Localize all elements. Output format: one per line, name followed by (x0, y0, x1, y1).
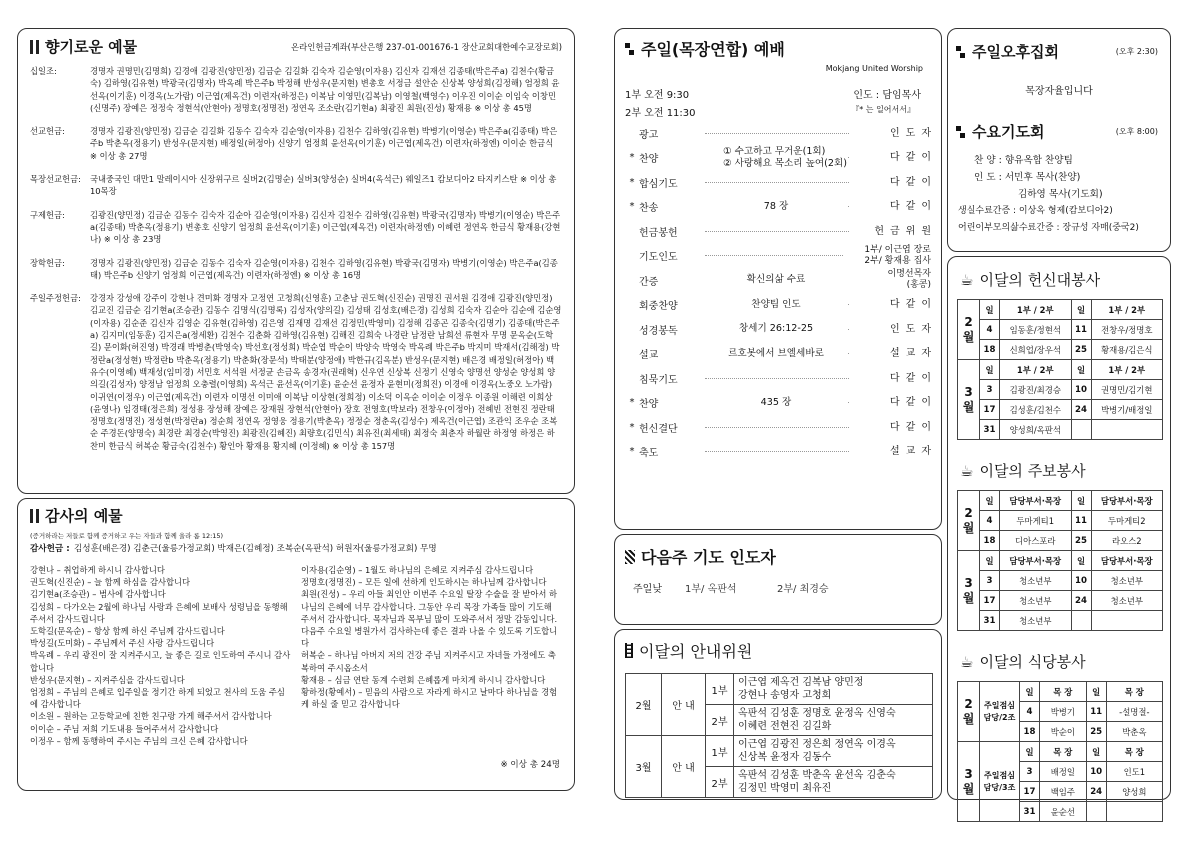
offering-row (30, 173, 562, 198)
service-header-cell: 일 (1086, 742, 1106, 762)
service-header-cell: 담당부서·목장 (1091, 551, 1163, 571)
offering-row (30, 292, 562, 452)
service-panel (947, 256, 1171, 817)
service-assignee: 디아스포라 (1000, 531, 1072, 551)
thanks-item: 이자용(김순영) – 1월도 하나님의 은혜로 지켜주심 감사드립니다 (301, 565, 534, 575)
service-day: 25 (1086, 722, 1106, 742)
service-day: 11 (1086, 702, 1106, 722)
service-assignee (1091, 420, 1163, 440)
offering-label: 구제헌금: (30, 209, 65, 220)
worship-item-name: 찬양 (639, 154, 659, 166)
service-assignee (1091, 611, 1163, 631)
bulletin-title: ☕ 이달의 주보봉사 (960, 461, 1086, 480)
worship-item-detail: 확신의삶 수료 (705, 274, 847, 286)
service-day: 31 (1020, 802, 1040, 822)
thanks-item: 권도혁(신진순) – 늘 함께 하심을 감사합니다 (30, 577, 191, 588)
worship-item-name: 찬양 (639, 399, 659, 411)
service-header-cell: 1부 / 2부 (1000, 300, 1072, 320)
worship-time-2: 2부 오전 11:30 (625, 108, 696, 119)
service-day (1071, 420, 1091, 440)
worship-dots (705, 378, 849, 379)
service-header-row (958, 682, 1163, 702)
thanks-subtitle: (증거하라는 저들로 함께 증거하고 우는 자들과 함께 울라 롬 12:15) (30, 532, 224, 540)
thanks-item: 이이순 – 주님 저희 기도내용 들어주셔서 감사합니다 (30, 723, 219, 734)
square-bullet-icon (956, 125, 966, 139)
worship-item-detail: 78 장 (705, 201, 847, 213)
thanks-item: 황재용 – 심금 연탄 동계 수련회 은혜롭게 마치게 하시니 감사합니다 (301, 674, 546, 685)
service-header-cell: 1부 / 2부 (1091, 360, 1163, 380)
worship-row (625, 244, 931, 269)
service-day: 17 (980, 400, 1000, 420)
thanks-right-column (301, 564, 562, 747)
offering-names: 국내중국인 대만1 말레이시아 신장위구르 실버2(김명순) 실버3(양성순) 실버4(옥석근) 웨일즈1 캄보디아2 타지키스탄 ※ 이상 총 10목장 (90, 174, 557, 197)
service-header-row (958, 300, 1163, 320)
service-header-cell: 일 (1071, 551, 1091, 571)
service-lead (980, 742, 1020, 822)
service-assignee: 임동훈/정현석 (1000, 320, 1072, 340)
thanks-item: 강현나 – 취업하게 하시니 감사합니다 (30, 565, 165, 575)
worship-item-leader: 다같이 (853, 373, 937, 384)
worship-standing-note: 『* 는 일어서서』 (851, 105, 915, 114)
service-day: 24 (1071, 400, 1091, 420)
service-day: 31 (980, 420, 1000, 440)
offering-account: 온라인헌금계좌(부산은행 237-01-001676-1 장산교회대한예수교장로회) (291, 41, 562, 52)
guides-row (626, 736, 933, 767)
service-assignee: 권명민/김기현 (1091, 380, 1163, 400)
worship-item-name: 헌신결단 (639, 423, 678, 435)
worship-item-name: 설교 (639, 350, 659, 362)
worship-item-leader: 다같이 (853, 201, 937, 212)
guides-title: 이달의 안내위원 (625, 639, 931, 662)
service-header-cell: 목 장 (1106, 742, 1162, 762)
worship-item-name: 성경봉독 (639, 325, 678, 337)
worship-leader: 인도 : 담임목사 (853, 90, 921, 101)
worship-item-name: 침묵기도 (639, 374, 678, 386)
service-row (958, 571, 1163, 591)
service-row (958, 380, 1163, 400)
worship-row (625, 317, 937, 342)
service-header-cell: 일 (1071, 300, 1091, 320)
service-lead (980, 682, 1020, 742)
thanks-first-row (30, 543, 562, 556)
offering-row (30, 209, 562, 246)
offering-label: 주일주정헌금: (30, 293, 81, 304)
afternoon-title: 주일오후집회 (956, 41, 1059, 62)
service-header-cell: 목 장 (1040, 742, 1087, 762)
service-header-row (958, 360, 1163, 380)
service-header-cell: 일 (1086, 682, 1106, 702)
thanks-first-text: 김성훈(배은경) 김춘근(울릉가정교회) 박재은(김혜정) 조복순(옥판석) 허원자(울릉가정교회) 무명 (74, 544, 437, 554)
worship-star: * (629, 446, 635, 458)
offering-label: 장학헌금: (30, 257, 65, 268)
service-assignee: 양성희 (1106, 782, 1162, 802)
service-assignee: 청소년부 (1091, 571, 1163, 591)
service-assignee: 신희업/장우석 (1000, 340, 1072, 360)
thanks-item: 반성우(문지현) – 지켜주심을 감사드립니다 (30, 674, 185, 685)
worship-item-name: 광고 (639, 129, 659, 141)
service-header-cell: 담당부서·목장 (1000, 491, 1072, 511)
offering-row (30, 125, 562, 162)
worship-order (625, 121, 937, 464)
offering-list (30, 65, 562, 452)
worship-item-leader: 인도자 (853, 128, 937, 139)
service-header-cell: 일 (1071, 360, 1091, 380)
thanks-item: 박성길(도미화) – 주님께서 주신 사랑 감사드립니다 (30, 638, 215, 649)
worship-item-leader: 설교자 (853, 348, 937, 359)
guides-part: 2부 (706, 767, 734, 798)
service-assignee: 백임주 (1040, 782, 1087, 802)
service-day: 3 (1020, 762, 1040, 782)
service-header-cell: 목 장 (1106, 682, 1162, 702)
service-assignee: 황재용/김은식 (1091, 340, 1163, 360)
service-assignee (1106, 802, 1162, 822)
worship-row (625, 121, 937, 146)
worship-item-detail: 찬양팀 인도 (705, 299, 847, 311)
service-header-cell: 일 (980, 360, 1000, 380)
worship-star: * (629, 421, 635, 433)
service-day: 24 (1071, 591, 1091, 611)
worship-star: * (629, 152, 635, 164)
thanks-item: 정명호(정명진) – 모든 일에 선하게 인도하시는 하나님께 감사합니다 (301, 577, 547, 588)
service-assignee: 라오스2 (1091, 531, 1163, 551)
worship-dots (705, 427, 849, 428)
square-bullet-icon (956, 45, 966, 59)
worship-star: * (629, 176, 635, 188)
offering-label: 선교헌금: (30, 126, 65, 137)
service-lead-sub: 담당/2조 (983, 712, 1016, 722)
service-day: 3 (980, 380, 1000, 400)
service-day: 25 (1071, 340, 1091, 360)
cafeteria-title: ☕ 이달의 식당봉사 (960, 652, 1086, 671)
service-header-cell: 일 (980, 491, 1000, 511)
service-lead-title: 주일점심 (984, 770, 1015, 780)
worship-item-leader: 다같이 (853, 152, 937, 163)
service-day: 4 (1020, 702, 1040, 722)
service-day: 10 (1086, 762, 1106, 782)
service-month: 3월 (958, 360, 980, 440)
service-assignee: 청소년부 (1000, 611, 1072, 631)
thanks-item: 박옥례 – 우리 광진이 잘 지켜주시고, 늘 좋은 길로 인도하여 주시니 감사합니다 (30, 650, 291, 673)
service-header-cell: 일 (980, 300, 1000, 320)
next-prayer-second: 2부/ 최경승 (777, 584, 829, 595)
worship-item-name: 합심기도 (639, 178, 678, 190)
thanks-item: 최원(진성) – 우리 아들 최인안 이번주 수요일 탈장 수술을 잘 받아서 하나님의 은혜에 너무 감사합니다. 그동안 우리 목장 가족들 많이 기도해 주셔서 감사합니다. 목자님과 목부님 많이 도와주셔서 정말 감동입니다. 다음주 수요일 병원가서 검사하는데 좋은 결과 나올 수 있도록 기도합니다 (301, 589, 558, 649)
worship-item-name: 축도 (639, 448, 659, 460)
service-assignee: -설명절- (1106, 702, 1162, 722)
wednesday-line: 찬 양 : 향유옥합 찬양팀 (974, 155, 1073, 166)
service-header-cell: 일 (1020, 682, 1040, 702)
wednesday-line: 인 도 : 서민후 목사(찬양) (974, 172, 1081, 183)
service-assignee: 청소년부 (1000, 571, 1072, 591)
service-row (958, 591, 1163, 611)
worship-dots (705, 182, 849, 183)
offering-label: 십일조: (30, 66, 57, 76)
guides-names: 이근엽 김광진 정은희 정연옥 이경옥 신상복 윤정자 김동수 (734, 736, 933, 767)
worship-row (625, 170, 937, 195)
hatched-bullet-icon (625, 550, 635, 564)
service-header-row (958, 742, 1163, 762)
worship-panel (614, 28, 942, 530)
service-row (958, 400, 1163, 420)
guides-month: 2월 (626, 674, 662, 736)
guides-month: 3월 (626, 736, 662, 798)
worship-dots (705, 231, 849, 232)
service-day: 31 (980, 611, 1000, 631)
thanks-left-column (30, 564, 291, 747)
service-assignee: 박춘옥 (1106, 722, 1162, 742)
service-day: 18 (980, 340, 1000, 360)
worship-row (625, 195, 937, 220)
service-month: 2월 (958, 491, 980, 551)
thanks-item: 이소원 – 원하는 고등학교에 친한 친구랑 가게 해주셔서 감사합니다 (30, 711, 272, 722)
worship-item-leader: 다같이 (853, 422, 937, 433)
service-day: 11 (1071, 511, 1091, 531)
service-header-cell: 일 (1071, 491, 1091, 511)
offering-names: 경명자 권명민(김명희) 김경애 김광진(양민정) 김금순 김길화 김숙자 김순영(이자용) 김신자 김재선 김종태(박은주a) 김천수(황금숙) 김하영(김유현) 박광국(김명자) 박옥례 박은주b 박정해 반성우(문지현) 변총호 서정금 설안순 신상복 양성희(김정해) 엄정희 윤선옥(이기훈) 이경옥(노가람) 이근엽(제옥건) 이련자(하정은) 이복남 이영민(김복남) 이영철(백영수) 이우진 이이순 이임숙 이창민(신명주) 장예은 정정숙 정현석(안현아) 정명호(정명전) 정연옥 조소란(김기현a) 최광진 최원(진성) 황재용 ※ 이상 총 45명 (90, 66, 560, 113)
service-header-row (958, 491, 1163, 511)
service-assignee: 박병기/배정일 (1091, 400, 1163, 420)
thanks-total: ※ 이상 총 24명 (500, 760, 560, 770)
service-assignee: 박병기 (1040, 702, 1087, 722)
service-assignee: 배정일 (1040, 762, 1087, 782)
worship-item-name: 간증 (639, 276, 659, 288)
service-assignee: 양성희/옥판석 (1000, 420, 1072, 440)
service-row (958, 511, 1163, 531)
worship-english: Mokjang United Worship (825, 64, 923, 73)
thanks-item: 김기현a(조승관) – 범사에 감사합니다 (30, 589, 166, 600)
worship-row (625, 415, 937, 440)
wednesday-line: 김하영 목사(기도회) (1018, 189, 1103, 200)
worship-row (625, 145, 937, 171)
ladder-bullet-icon (625, 643, 633, 658)
worship-row (625, 342, 937, 367)
worship-item-name: 찬송 (639, 203, 659, 215)
service-day (1086, 802, 1106, 822)
guides-table (625, 673, 933, 798)
guides-names: 옥판석 김성훈 정명호 윤정옥 신영숙 이혜련 전현진 김길화 (734, 705, 933, 736)
worship-row (625, 391, 937, 416)
square-bullet-icon (625, 42, 635, 56)
service-day (1071, 611, 1091, 631)
offering-names: 김광진(양민정) 김금순 김동수 김숙자 김순아 김순영(이자용) 김신자 김천수 김하영(김유현) 박광국(김명자) 박병기(이영순) 박은주a(김종태) 박춘옥(정용기) 변총호 신양기 엄정희 윤선옥(이기훈) 이근엽(제옥건) 이련자(하정엔) 이혜련 정연옥 한금식 황재용(강현나) ※ 이상 총 23명 (90, 209, 561, 245)
worship-item-detail: ① 수고하고 무거운(1회) ② 사랑해요 목소리 높여(2회) (705, 146, 847, 170)
service-assignee: 김성훈/김천수 (1000, 400, 1072, 420)
dedication-title: ☕ 이달의 헌신대봉사 (960, 270, 1101, 289)
worship-row (625, 219, 937, 244)
service-day: 24 (1086, 782, 1106, 802)
service-row (958, 531, 1163, 551)
cup-icon: ☕ (960, 652, 974, 671)
thanks-item: 김성희 – 다가오는 2월에 하나님 사랑과 은혜에 보배사 성령님을 동행해 주셔서 감사드립니다 (30, 601, 288, 624)
thanks-panel (17, 498, 575, 791)
offering-panel (17, 28, 575, 494)
offering-label: 목장선교헌금: (30, 174, 81, 185)
thanks-first-label: 감사헌금 : (30, 544, 70, 554)
service-day: 10 (1071, 380, 1091, 400)
worship-title: 주일(목장연합) 예배 (625, 37, 931, 60)
service-assignee: 두마게티2 (1091, 511, 1163, 531)
thanks-item: 엄정희 – 주님의 은혜로 입주일을 정기간 하게 되었고 천사의 도움 주심에 감사합니다 (30, 687, 285, 710)
worship-row (625, 366, 937, 391)
worship-dots (705, 255, 843, 256)
thanks-item: 황하정(황예서) – 믿음의 사람으로 자라게 하시고 날마다 하나님을 경험케 하실 줄 믿고 감사합니다 (301, 687, 558, 710)
service-header-cell: 담당부서·목장 (1000, 551, 1072, 571)
wednesday-time: (오후 8:00) (1115, 127, 1158, 136)
guides-panel (614, 629, 942, 800)
bulletin-table (957, 490, 1163, 631)
cafeteria-table (957, 681, 1163, 822)
service-day: 25 (1071, 531, 1091, 551)
next-prayer-first: 1부/ 옥판석 (685, 584, 737, 595)
service-row (958, 320, 1163, 340)
offering-title: 향기로운 예물 (30, 36, 137, 57)
service-day: 17 (1020, 782, 1040, 802)
service-lead-sub: 담당/3조 (983, 782, 1016, 792)
service-day: 18 (1020, 722, 1040, 742)
worship-star: * (629, 201, 635, 213)
service-assignee: 두마게티1 (1000, 511, 1072, 531)
service-day: 4 (980, 320, 1000, 340)
worship-item-leader: 다같이 (853, 397, 937, 408)
worship-item-name: 기도인도 (639, 252, 678, 264)
service-row (958, 340, 1163, 360)
guides-row (626, 674, 933, 705)
afternoon-time: (오후 2:30) (1115, 47, 1158, 56)
service-month: 3월 (958, 551, 980, 631)
service-assignee: 전창우/정명호 (1091, 320, 1163, 340)
guides-part: 1부 (706, 736, 734, 767)
dedication-table (957, 299, 1163, 440)
service-assignee: 박순이 (1040, 722, 1087, 742)
worship-star: * (629, 397, 635, 409)
service-header-cell: 담당부서·목장 (1091, 491, 1163, 511)
worship-time-1: 1부 오전 9:30 (625, 90, 690, 101)
service-day: 18 (980, 531, 1000, 551)
service-header-row (958, 551, 1163, 571)
worship-row (625, 293, 937, 318)
worship-row (625, 268, 931, 293)
wednesday-line: 생실수료간증 : 이상옥 형제(캄보디아2) (958, 206, 1113, 216)
thanks-item: 도학길(문옥순) – 항상 함께 하신 주님께 감사드립니다 (30, 626, 225, 637)
afternoon-panel (947, 28, 1171, 252)
next-prayer-panel (614, 534, 942, 625)
worship-item-name: 회중찬양 (639, 301, 678, 313)
worship-item-leader: 1부/ 이근엽 장로 2부/ 황재용 집사 (847, 245, 931, 267)
offering-names: 강경자 강성애 강주이 강현나 견미화 경명자 고정연 고청희(신영훈) 고춘남 권도혁(신진순) 권명진 권서원 김경애 김광진(양민정) 김교진 김금순 김기현a(조승관) 김동수 김명식(김명록) 김성자(양의길) 김성태 김성호(배은경) 김성희 김숙자 김순아 김순애 김순영(이자용) 김순준 김신자 김영순 김유현(김하영) 김은영 김재명 김재선 김정민(박영미) 김정해 김종곤 김종숙(김명기) 김종태(박은주a) 김지미(임동훈) 김지은a(정세환) 김천수 김춘화 김하영(김유현) 김해진 김희숙 나경란 남정란 남희선 류현자 무명 문옥순(도학길) 문이화(허진영) 박경래 박병춘(박영숙) 박선호(정성희) 박순엽 박순이 박양숙 박영숙 박옥례 박은주b 박지미 박재서(김해정) 박정란a(정성현) 박정란b 박춘옥(정용기) 박춘화(장문석) 박태분(양정애) 박한규(김옥분) 반성우(문지현) 배은경 배정일(허정아) 백유수(이영혜) 백재성(임미경) 서민호 서석원 서정균 손금옥 송경자(권래혁) 신우연 신상복 신정기 신영숙 양명선 양성순 양성희 양의길(김성자) 양정남 엄정희 오충렬(이영희) 옥석근 윤선옥(이기훈) 윤순선 윤정자 윤현미(정희진) 이경애 이경옥(노중오 노가람) 이귀연(이정우) 이근엽(제옥건) 이련자 이명선 이미애 이복남 이상현(정희정) 이소덕 이옥순 이이순 이정우 이종원 이해련 이희상(윤영나) 임경태(정은희) 정성용 장성해 장예은 장재원 장현석(안현아) 장호 전영호(박보라) 전창우(이정아) 전혜빈 전현진 정란태 정명호(정명진) 정성현(박정란a) 정순희 정연옥 정영웅 정용기(박춘옥) 정정순 정춘옥(김성수) 제옥건(이근엽) 조관익 조우순 조복순 주경돈(양명숙) 최경란 최경순(박영진) 최광진(김혜진) 최량호(김민식) 최유진(최세태) 최정숙 최춘자 하월란 하정영 하정은 하찬미 한금식 허복순 황금숙(김천수) 황인아 황재용 황지혜 (이정혜) ※ 이상 총 157명 (90, 293, 562, 451)
worship-dots (705, 451, 849, 452)
guides-part: 2부 (706, 705, 734, 736)
service-month: 3월 (958, 742, 980, 822)
worship-item-leader: 다같이 (853, 177, 937, 188)
service-day: 11 (1071, 320, 1091, 340)
service-lead-title: 주일점심 (984, 700, 1015, 710)
next-prayer-title: 다음주 기도 인도자 (625, 545, 931, 568)
wednesday-title: 수요기도회 (956, 121, 1044, 142)
worship-item-leader: 다같이 (853, 299, 937, 310)
service-assignee: 청소년부 (1091, 591, 1163, 611)
wednesday-line: 어린이부모의삶수료간증 : 장규성 자매(중국2) (958, 223, 1139, 233)
cup-icon: ☕ (960, 270, 974, 289)
thanks-item: 이정우 – 함께 동행하여 주시는 주님의 크신 은혜 감사합니다 (30, 735, 248, 746)
service-day: 4 (980, 511, 1000, 531)
offering-names: 경명자 김광진(양민정) 김금순 김길화 김동수 김숙자 김순영(이자용) 김천수 김하영(김유현) 박병기(이영순) 박은주a(김종태) 박은주b 박춘옥(정용기) 반성우(문지현) 배정일(허정아) 신양기 엄정희 윤선옥(이기훈) 이근엽(제옥건) 이련자(하정엔) 이이순 한금식 ※ 이상 총 27명 (90, 126, 558, 161)
service-day: 17 (980, 591, 1000, 611)
worship-item-detail: 창세기 26:12-25 (705, 323, 847, 335)
service-header-cell: 1부 / 2부 (1091, 300, 1163, 320)
service-day: 10 (1071, 571, 1091, 591)
service-assignee: 청소년부 (1000, 591, 1072, 611)
worship-item-leader: 설교자 (853, 446, 937, 457)
service-assignee: 윤순선 (1040, 802, 1087, 822)
wednesday-lines (956, 152, 1162, 237)
service-header-cell: 일 (980, 551, 1000, 571)
worship-item-leader: 인도자 (853, 324, 937, 335)
thanks-item: 허복순 – 하나님 아버지 저의 건강 주님 지켜주시고 자녀들 가정에도 축복하여 주시옵소서 (301, 650, 556, 673)
guides-part: 1부 (706, 674, 734, 705)
worship-item-leader: 헌금위원 (853, 226, 937, 237)
afternoon-text: 목장자율입니다 (1025, 86, 1093, 97)
service-assignee: 인도1 (1106, 762, 1162, 782)
double-bar-icon (30, 509, 39, 523)
service-row (958, 611, 1163, 631)
next-prayer-label: 주일낮 (633, 584, 662, 595)
service-month: 2월 (958, 300, 980, 360)
offering-row (30, 257, 562, 282)
guides-role: 안 내 (662, 674, 706, 736)
guides-names: 옥판석 김성훈 박춘옥 윤선옥 김춘숙 김정민 박영미 최유진 (734, 767, 933, 798)
service-header-cell: 일 (1020, 742, 1040, 762)
worship-item-name: 헌금봉헌 (639, 227, 678, 239)
service-header-cell: 1부 / 2부 (1000, 360, 1072, 380)
service-day: 3 (980, 571, 1000, 591)
service-assignee: 김광진/최경승 (1000, 380, 1072, 400)
guides-names: 이근엽 제옥건 김복남 양민정 강현나 송영자 고청희 (734, 674, 933, 705)
offering-row (30, 65, 562, 114)
worship-item-detail: 르호봇에서 브엘세바로 (705, 348, 847, 360)
worship-item-detail: 435 장 (705, 397, 847, 409)
service-header-cell: 목 장 (1040, 682, 1087, 702)
service-row (958, 420, 1163, 440)
thanks-title: 감사의 예물 (30, 505, 562, 526)
worship-row (625, 440, 937, 465)
worship-item-leader: 이명선목자 (홍콩) (847, 269, 931, 291)
worship-dots (705, 133, 849, 134)
service-month: 2월 (958, 682, 980, 742)
guides-role: 안 내 (662, 736, 706, 798)
cup-icon: ☕ (960, 461, 974, 480)
double-bar-icon (30, 40, 39, 54)
offering-names: 경명자 김광진(양민정) 김금순 김동수 김숙자 김순영(이자용) 김천수 김하영(김유현) 박광국(김명자) 박병기(이영순) 박은주a(김종태) 박은주b 신양기 엄정희 이근엽(제옥건) 이련자(하정엔) ※ 이상 총 16명 (90, 257, 558, 280)
